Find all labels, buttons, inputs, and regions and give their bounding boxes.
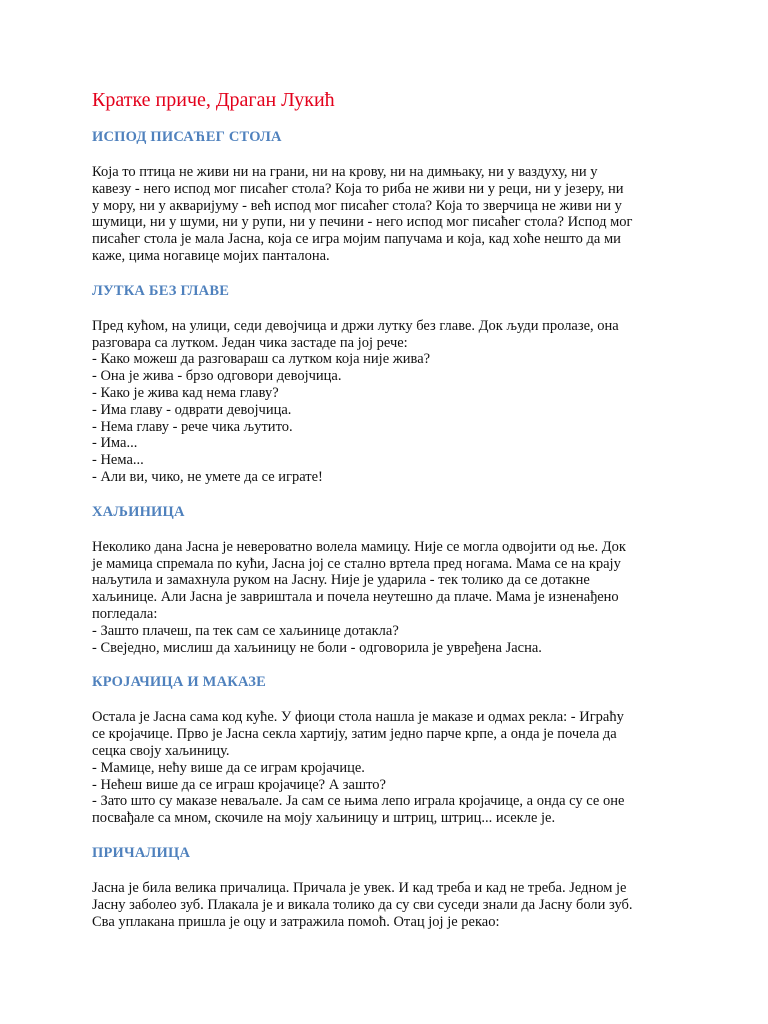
paragraph-line: у мору, ни у акваријуму - већ испод мог писаћег стола? Која то зверчица не живи ни у [92, 197, 622, 214]
document-title: Кратке приче, Драган Лукић [92, 89, 335, 111]
section-body-haljinica [92, 539, 708, 657]
dialogue-line: - Зашто плачеш, па тек сам се хаљинице дотакла? [92, 622, 399, 639]
dialogue-line: посвађале са мном, скочиле на моју хаљиницу и штриц, штриц... исекле је. [92, 810, 556, 827]
paragraph-line: је мамица спремала по кући, Јасна јој се стално вртела пред ногама. Мама се на крају [92, 555, 621, 572]
paragraph-line: писаћег стола је мала Јасна, која се игра мојим папучама и која, кад хоће нешто да ми [92, 231, 621, 248]
section-heading-lutka-bez-glave: ЛУТКА БЕЗ ГЛАВЕ [92, 282, 230, 299]
paragraph-line: погледала: [92, 605, 158, 622]
paragraph-line: Пред кућом, на улици, седи девојчица и држи лутку без главе. Док људи пролазе, она [92, 317, 619, 334]
paragraph-line: шумици, ни у шуми, ни у рупи, ни у печини - него испод мог писаћег стола? Испод мог [92, 214, 633, 231]
paragraph-line: наљутила и замахнула руком на Јасну. Није је ударила - тек толико да се дотакне [92, 572, 590, 589]
section-heading-haljinica: ХАЉИНИЦА [92, 503, 185, 520]
dialogue-line: - Мамице, нећу више да се играм кројачице. [92, 759, 365, 776]
section-heading-pricalica: ПРИЧАЛИЦА [92, 844, 191, 861]
dialogue-line: - Нема... [92, 452, 144, 469]
paragraph-line: сецка своју хаљиницу. [92, 742, 230, 759]
section-body-krojacica-i-makaze [92, 709, 708, 827]
paragraph-line: каже, цима ногавице мојих панталона. [92, 247, 330, 264]
paragraph-line: Неколико дана Јасна је невероватно волела мамицу. Није се могла одвојити од ње. Док [92, 538, 626, 555]
section-body-lutka-bez-glave [92, 318, 708, 486]
paragraph-line: Сва уплакана пришла је оцу и затражила помоћ. Отац јој је рекао: [92, 913, 500, 930]
paragraph-line: Јасна је била велика причалица. Причала је увек. И кад треба и кад не треба. Једном је [92, 879, 627, 896]
paragraph-line: Јасну заболео зуб. Плакала је и викала толико да су сви суседи знали да Јасну боли зуб. [92, 896, 633, 913]
paragraph-line: кавезу - него испод мог писаћег стола? Која то риба не живи ни у реци, ни у језеру, ни [92, 180, 624, 197]
dialogue-line: - Има... [92, 435, 138, 452]
dialogue-line: - Како је жива кад нема главу? [92, 384, 279, 401]
paragraph-line: се кројачице. Прво је Јасна секла хартију, затим једно парче крпе, а онда је почела да [92, 726, 617, 743]
dialogue-line: - Свеједно, мислиш да хаљиницу не боли - одговорила је увређена Јасна. [92, 639, 542, 656]
section-body-ispod-pisaceg-stola [92, 164, 708, 265]
dialogue-line: - Нема главу - рече чика љутито. [92, 418, 293, 435]
section-heading-ispod-pisaceg-stola: ИСПОД ПИСАЋЕГ СТОЛА [92, 129, 282, 145]
dialogue-line: - Али ви, чико, не умете да се играте! [92, 468, 323, 485]
paragraph-line: хаљинице. Али Јасна је завриштала и почела неутешно да плаче. Мама је изненађено [92, 589, 619, 606]
section-heading-krojacica-i-makaze: КРОЈАЧИЦА И МАКАЗЕ [92, 674, 266, 691]
paragraph-line: разговара са лутком. Један чика застаде па јој рече: [92, 334, 408, 351]
dialogue-line: - Нећеш више да се играш кројачице? А зашто? [92, 776, 386, 793]
dialogue-line: - Како можеш да разговараш са лутком која није жива? [92, 351, 431, 368]
dialogue-line: - Зато што су маказе неваљале. Ја сам се њима лепо играла кројачице, а онда су се оне [92, 793, 625, 810]
paragraph-line: Остала је Јасна сама код куће. У фиоци стола нашла је маказе и одмах рекла: - Играћу [92, 709, 624, 726]
paragraph-line: Која то птица не живи ни на грани, ни на крову, ни на димњаку, ни у ваздуху, ни у [92, 164, 598, 180]
section-body-pricalica [92, 880, 708, 930]
dialogue-line: - Она је жива - брзо одговори девојчица. [92, 368, 342, 385]
dialogue-line: - Има главу - одврати девојчица. [92, 401, 292, 418]
